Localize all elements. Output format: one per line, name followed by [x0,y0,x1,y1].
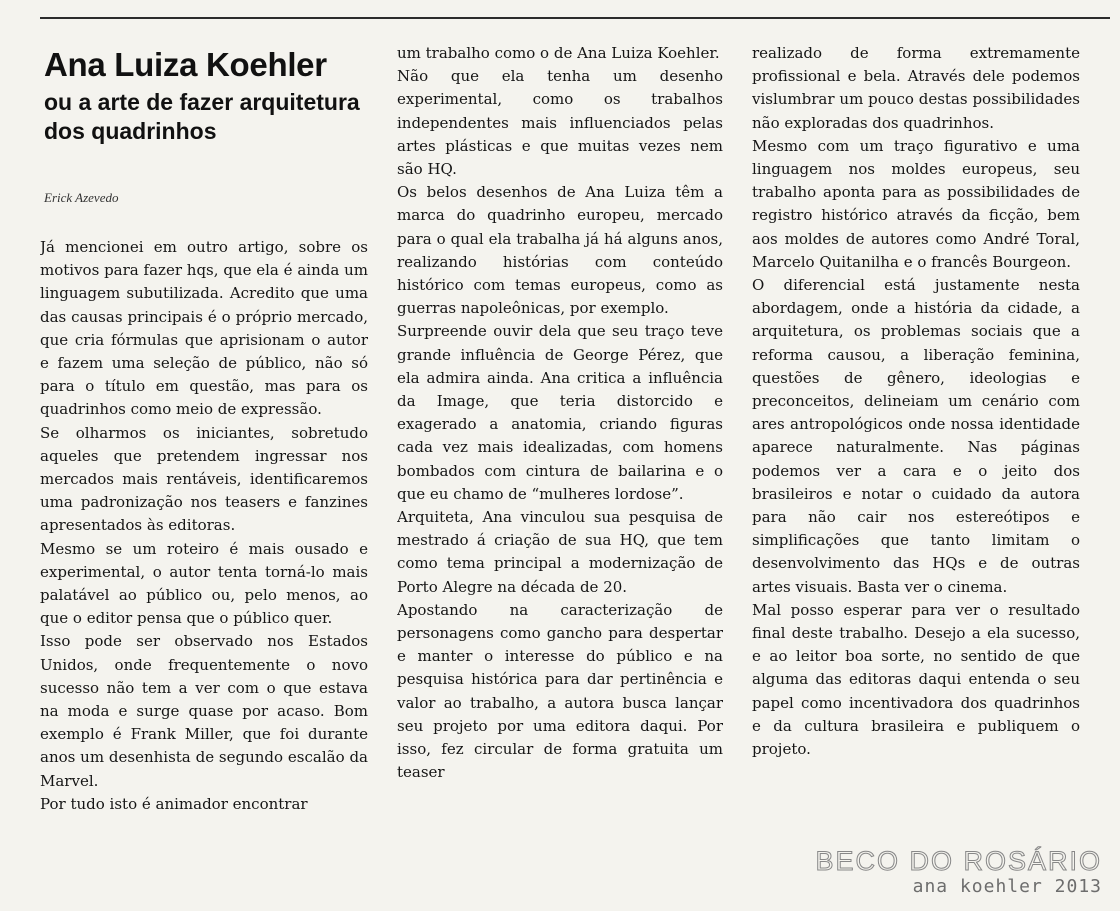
top-rule [40,17,1110,19]
text-column-2 [397,42,723,902]
paragraph: Surpreende ouvir dela que seu traço teve grande influência de George Pérez, que ela admira ainda. Ana critica a influência da Image, que teria distorcido e exagerado a anatomia, criando figuras cada vez mais idealizadas, com homens bombados com cintura de bailarina e o que eu chamo de “mulheres lordose”. [397,322,723,503]
watermark-credit: ana koehler 2013 [912,876,1102,897]
paragraph: Isso pode ser observado nos Estados Unidos, onde frequentemente o novo sucesso não tem a ver com o que estava na moda e surge quase por acaso. Bom exemplo é Frank Miller, que foi durante anos um desenhista de segundo escalão da Marvel. [40,632,368,790]
paragraph: um trabalho como o de Ana Luiza Koehler. [397,44,720,62]
text-column-1 [40,236,368,896]
paragraph: Mal posso esperar para ver o resultado final deste trabalho. Desejo a ela sucesso, e ao leitor boa sorte, no sentido de que alguma das editoras daqui entenda o seu papel como incentivadora dos quadrinhos e da cultura brasileira e publiquem o projeto. [752,600,1080,759]
watermark-title: BECO DO ROSÁRIO [815,846,1102,876]
text-column-3 [752,42,1080,862]
paragraph: Se olharmos os iniciantes, sobretudo aqueles que pretendem ingressar nos mercados mais rentáveis, identificaremos uma padronização nos teasers e fanzines apresentados às editoras. [40,423,368,535]
paragraph: Não que ela tenha um desenho experimental, como os trabalhos independentes mais influenciados pelas artes plásticas e que muitas vezes nem são HQ. [397,67,723,179]
paragraph: O diferencial está justamente nesta abordagem, onde a história da cidade, a arquitetura, os problemas sociais que a reforma causou, a liberação feminina, questões de gênero, ideologias e preconceitos, delineiam um cenário com ares antropológicos onde nossa identidade aparece naturalmente. Nas páginas podemos ver a cara e o jeito dos brasileiros e notar o cuidado da autora para não cair nos estereótipos e simplificações que tanto limitam o desenvolvimento das HQs e de outras artes visuais. Basta ver o cinema. [752,276,1080,596]
paragraph: Já mencionei em outro artigo, sobre os motivos para fazer hqs, que ela é ainda um linguagem subutilizada. Acredito que uma das causas principais é o próprio mercado, que cria fórmulas que aprisionam o autor e fazem uma seleção de público, não só para o título em questão, mas para os quadrinhos como meio de expressão. [40,238,368,419]
article-byline: Erick Azevedo [44,190,119,205]
article-subtitle: ou a arte de fazer arquitetura dos quadrinhos [44,89,360,144]
article-title: Ana Luiza Koehler [44,46,327,83]
watermark [815,845,1102,897]
paragraph: Mesmo se um roteiro é mais ousado e experimental, o autor tenta torná-lo mais palatável ao público ou, pelo menos, ao que o editor pensa que o público quer. [40,539,368,628]
paragraph: Mesmo com um traço figurativo e uma linguagem nos moldes europeus, seu trabalho aponta para as possibilidades de registro histórico através da ficção, bem aos moldes de autores como André Toral, Marcelo Quitanilha e o francês Bourgeon. [752,136,1080,271]
paragraph: Por tudo isto é animador encontrar [40,794,308,813]
headline-block [44,46,364,146]
paragraph: realizado de forma extremamente profissional e bela. Através dele podemos vislumbrar um pouco destas possibilidades não exploradas dos quadrinhos. [752,44,1080,132]
paragraph: Os belos desenhos de Ana Luiza têm a marca do quadrinho europeu, mercado para o qual ela trabalha já há alguns anos, realizando histórias com conteúdo histórico com temas europeus, como as guerras napoleônicas, por exemplo. [397,183,723,318]
paragraph: Arquiteta, Ana vinculou sua pesquisa de mestrado á criação de sua HQ, que tem como tema principal a modernização de Porto Alegre na década de 20. [397,508,723,596]
paragraph: Apostando na caracterização de personagens como gancho para despertar e manter o interesse do público e na pesquisa histórica para dar pertinência e valor ao trabalho, a autora busca lançar seu projeto por uma editora daqui. Por isso, fez circular de forma gratuita um teaser [397,600,723,782]
